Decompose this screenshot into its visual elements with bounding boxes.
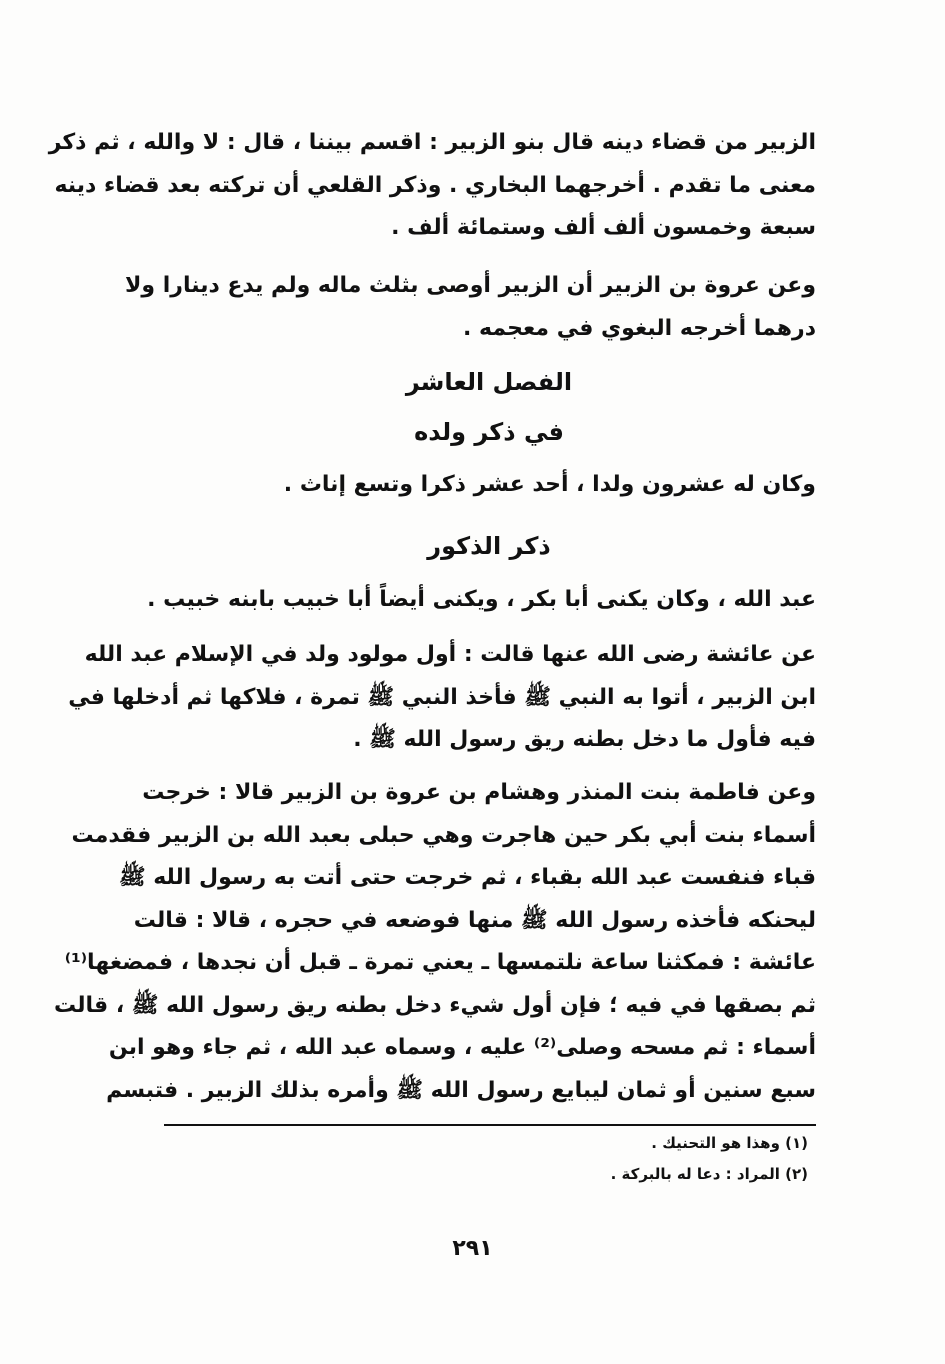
paragraph-fatima-narration <box>53 772 816 1112</box>
text-line: عائشة : فمكثنا ساعة نلتمسها ـ يعني تمرة ـ قبل أن نجدها ، فمضغها⁽¹⁾ <box>64 950 816 975</box>
text-line: ثم بصقها في فيه ؛ فإن أول شيء دخل بطنه ريق رسول الله ﷺ ، قالت <box>53 992 816 1018</box>
text-line: ليحنكه فأخذه رسول الله ﷺ منها فوضعه في حجره ، قالا : قالت <box>133 907 816 933</box>
paragraph-children-count: وكان له عشرون ولدا ، أحد عشر ذكرا وتسع إناث . <box>283 472 816 497</box>
text-line: أسماء : ثم مسحه وصلى⁽²⁾ عليه ، وسماه عبد الله ، ثم جاء وهو ابن <box>108 1035 816 1060</box>
paragraph-zubair-will <box>125 265 816 350</box>
footnote-2: (٢) المراد : دعا له بالبركة . <box>610 1165 808 1183</box>
text-line: أسماء بنت أبي بكر حين هاجرت وهي حبلى بعبد الله بن الزبير فقدمت <box>71 822 816 848</box>
text-line: وعن فاطمة بنت المنذر وهشام بن عروة بن الزبير قالا : خرجت <box>142 780 816 805</box>
footnote-1: (١) وهذا هو التحنيك . <box>651 1134 808 1152</box>
text-line: قباء فنفست عبد الله بقباء ، ثم خرجت حتى أتت به رسول الله ﷺ <box>118 865 816 890</box>
text-line: درهما أخرجه البغوي في معجمه . <box>463 315 816 341</box>
page-number: ٢٩١ <box>452 1236 493 1261</box>
paragraph-aisha-narration <box>68 634 816 762</box>
text-line: فيه فأول ما دخل بطنه ريق رسول الله ﷺ . <box>353 727 816 752</box>
text-line: عن عائشة رضى الله عنها قالت : أول مولود ولد في الإسلام عبد الله <box>84 642 816 667</box>
chapter-subtitle: في ذكر ولده <box>414 418 564 446</box>
text-line: ابن الزبير ، أتوا به النبي ﷺ فأخذ النبي ﷺ تمرة ، فلاكها ثم أدخلها في <box>68 684 816 710</box>
text-line: وعن عروة بن الزبير أن الزبير أوصى بثلث ماله ولم يدع دينارا ولا <box>125 273 816 298</box>
chapter-title: الفصل العاشر <box>405 368 573 396</box>
section-title: ذكر الذكور <box>427 532 551 560</box>
footnote-divider <box>164 1124 816 1126</box>
text-line: سبعة وخمسون ألف ألف وستمائة ألف . <box>391 215 816 240</box>
text-line: الزبير من قضاء دينه قال بنو الزبير : اقسم بيننا ، قال : لا والله ، ثم ذكر <box>48 130 816 155</box>
text-line: سبع سنين أو ثمان ليبايع رسول الله ﷺ وأمره بذلك الزبير . فتبسم <box>106 1077 816 1103</box>
paragraph-zubair-debt <box>48 122 816 250</box>
text-line: معنى ما تقدم . أخرجهما البخاري . وذكر القلعي أن تركته بعد قضاء دينه <box>54 172 816 198</box>
paragraph-abdullah: عبد الله ، وكان يكنى أبا بكر ، ويكنى أيضاً أبا خبيب بابنه خبيب . <box>147 587 816 612</box>
